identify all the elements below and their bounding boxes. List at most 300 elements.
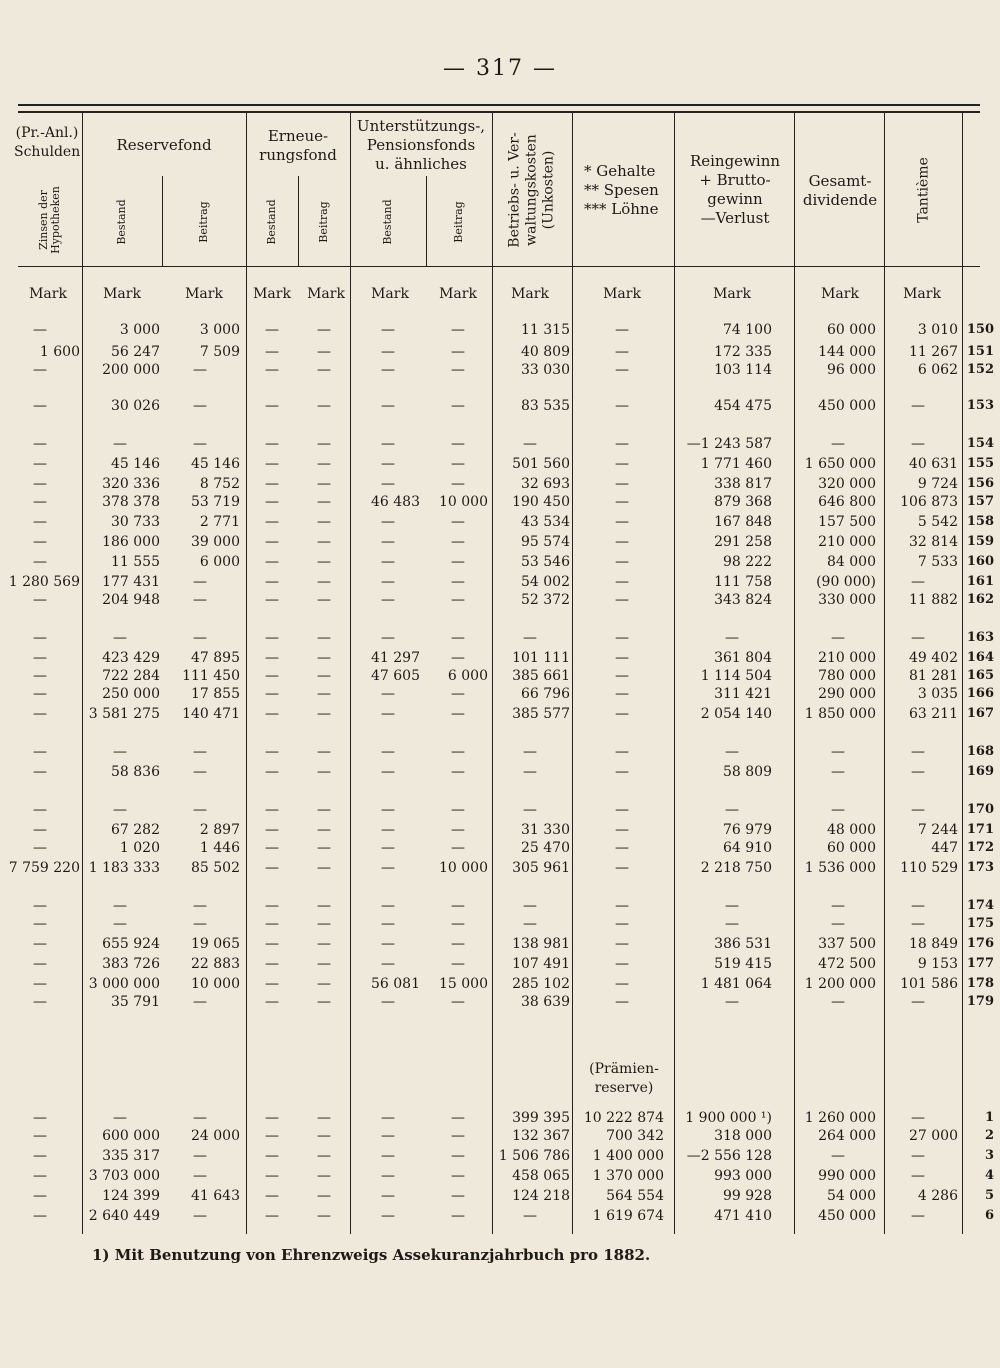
header-reingewinn: Reingewinn + Brutto- gewinn —Verlust [689, 152, 781, 227]
table-cell: — [381, 744, 395, 760]
table-cell: — [451, 650, 465, 666]
row-number: 3 [984, 1148, 994, 1163]
table-cell: — [33, 476, 47, 492]
table-cell: 60 000 [827, 840, 876, 856]
table-cell: 1 370 000 [592, 1168, 664, 1184]
table-cell: — [451, 898, 465, 914]
table-cell: — [615, 994, 629, 1010]
table-cell: — [193, 362, 207, 378]
table-cell: — [33, 514, 47, 530]
table-cell: — [911, 916, 925, 932]
table-cell: 66 796 [521, 686, 570, 702]
table-cell: 103 114 [714, 362, 772, 378]
table-cell: — [317, 1188, 331, 1204]
table-cell: — [317, 494, 331, 510]
table-cell: — [381, 554, 395, 570]
table-cell: 250 000 [102, 686, 160, 702]
table-cell: 54 002 [521, 574, 570, 590]
table-cell: 111 450 [182, 668, 240, 684]
table-cell: 1 020 [119, 840, 160, 856]
table-cell: — [265, 936, 279, 952]
table-cell: — [451, 456, 465, 472]
table-cell: 423 429 [102, 650, 160, 666]
table-cell: — [451, 936, 465, 952]
table-cell: — [265, 398, 279, 414]
unit-label: Mark [307, 286, 345, 302]
table-cell: — [911, 802, 925, 818]
table-cell: — [33, 840, 47, 856]
table-cell: — [381, 534, 395, 550]
table-cell: — [615, 534, 629, 550]
table-cell: — [451, 686, 465, 702]
table-cell: — [451, 994, 465, 1010]
table-cell: — [615, 456, 629, 472]
table-cell: — [451, 1110, 465, 1126]
table-cell: 64 910 [723, 840, 772, 856]
table-cell: — [381, 322, 395, 338]
table-cell: — [265, 956, 279, 972]
table-cell: — [451, 822, 465, 838]
table-cell: — [615, 514, 629, 530]
row-number: 171 [966, 822, 994, 837]
header-dividende: Gesamt- dividende [802, 172, 878, 209]
table-cell: — [451, 1128, 465, 1144]
table-cell: 1 114 504 [700, 668, 772, 684]
table-cell: — [615, 668, 629, 684]
table-cell: — [317, 1148, 331, 1164]
table-cell: 1 200 000 [804, 976, 876, 992]
unit-label: Mark [603, 286, 641, 302]
header-zinsen: Zinsen der Hypotheken [37, 186, 62, 254]
table-cell: — [451, 764, 465, 780]
table-cell: — [33, 744, 47, 760]
col-line [246, 112, 247, 1234]
row-number: 1 [984, 1110, 994, 1125]
table-cell: — [725, 898, 739, 914]
header-bestand: Bestand [115, 199, 128, 245]
table-cell: — [33, 592, 47, 608]
table-cell: 3 010 [917, 322, 958, 338]
table-cell: 5 542 [917, 514, 958, 530]
row-number: 169 [966, 764, 994, 779]
table-cell: — [615, 764, 629, 780]
header-betriebskosten: Betriebs- u. Ver- waltungskosten (Unkosten) [506, 132, 557, 248]
table-cell: 40 809 [521, 344, 570, 360]
table-cell: — [33, 494, 47, 510]
table-cell: — [317, 1128, 331, 1144]
row-number: 4 [984, 1168, 994, 1183]
table-cell: — [265, 898, 279, 914]
table-cell: — [451, 362, 465, 378]
table-cell: — [33, 706, 47, 722]
table-cell: — [33, 650, 47, 666]
table-cell: — [265, 534, 279, 550]
table-cell: 41 643 [191, 1188, 240, 1204]
table-cell: 7 533 [917, 554, 958, 570]
table-cell: — [831, 436, 845, 452]
table-cell: — [317, 706, 331, 722]
table-cell: — [33, 1188, 47, 1204]
table-cell: 264 000 [818, 1128, 876, 1144]
table-cell: 107 491 [512, 956, 570, 972]
table-cell: — [911, 744, 925, 760]
table-cell: 138 981 [512, 936, 570, 952]
table-cell: 99 928 [723, 1188, 772, 1204]
table-cell: 49 402 [909, 650, 958, 666]
table-cell: 3 000 [119, 322, 160, 338]
table-cell: — [317, 322, 331, 338]
table-cell: 501 560 [512, 456, 570, 472]
unit-label: Mark [29, 286, 67, 302]
table-cell: 157 500 [818, 514, 876, 530]
header-rule [18, 111, 980, 113]
table-cell: — [615, 802, 629, 818]
table-cell: 472 500 [818, 956, 876, 972]
table-cell: — [317, 436, 331, 452]
table-cell: 471 410 [714, 1208, 772, 1224]
unit-label: Mark [185, 286, 223, 302]
table-cell: — [33, 1110, 47, 1126]
table-cell: — [193, 1208, 207, 1224]
table-cell: 1 400 000 [592, 1148, 664, 1164]
table-cell: 1 600 [39, 344, 80, 360]
table-cell: — [615, 744, 629, 760]
table-cell: — [523, 764, 537, 780]
table-cell: 177 431 [102, 574, 160, 590]
table-cell: — [317, 362, 331, 378]
table-cell: 10 000 [439, 494, 488, 510]
table-cell: 458 065 [512, 1168, 570, 1184]
table-cell: 53 719 [191, 494, 240, 510]
table-cell: 186 000 [102, 534, 160, 550]
table-cell: — [381, 822, 395, 838]
table-cell: 1 536 000 [804, 860, 876, 876]
table-cell: 330 000 [818, 592, 876, 608]
table-cell: — [451, 554, 465, 570]
table-cell: 124 399 [102, 1188, 160, 1204]
table-cell: 780 000 [818, 668, 876, 684]
table-cell: — [265, 860, 279, 876]
table-cell: — [381, 1208, 395, 1224]
row-number: 163 [966, 630, 994, 645]
table-cell: —2 556 128 [686, 1148, 772, 1164]
table-cell: 106 873 [900, 494, 958, 510]
table-cell: — [451, 956, 465, 972]
table-cell: — [265, 1168, 279, 1184]
table-cell: 385 661 [512, 668, 570, 684]
table-cell: — [381, 436, 395, 452]
table-cell: 564 554 [606, 1188, 664, 1204]
table-cell: 320 336 [102, 476, 160, 492]
table-cell: — [33, 668, 47, 684]
header-beitrag: Beitrag [452, 201, 465, 243]
table-cell: 101 586 [900, 976, 958, 992]
table-cell: — [33, 764, 47, 780]
table-cell: — [381, 994, 395, 1010]
table-cell: — [317, 976, 331, 992]
table-cell: — [381, 456, 395, 472]
table-cell: 110 529 [900, 860, 958, 876]
table-cell: — [381, 860, 395, 876]
table-cell: — [265, 994, 279, 1010]
table-cell: — [317, 936, 331, 952]
table-cell: 144 000 [818, 344, 876, 360]
table-cell: — [317, 686, 331, 702]
table-cell: — [451, 476, 465, 492]
table-cell: — [113, 436, 127, 452]
table-cell: 6 062 [917, 362, 958, 378]
top-rule [18, 104, 980, 106]
table-cell: — [193, 436, 207, 452]
table-cell: 2 897 [199, 822, 240, 838]
header-gehalte: * Gehalte ** Spesen *** Löhne [584, 162, 659, 218]
table-cell: — [33, 802, 47, 818]
table-cell: 722 284 [102, 668, 160, 684]
table-cell: 98 222 [723, 554, 772, 570]
table-cell: — [615, 322, 629, 338]
table-cell: — [33, 976, 47, 992]
table-cell: — [911, 1110, 925, 1126]
table-cell: 7 509 [199, 344, 240, 360]
table-cell: — [381, 344, 395, 360]
table-cell: — [615, 706, 629, 722]
table-cell: — [911, 398, 925, 414]
row-number: 176 [966, 936, 994, 951]
table-cell: 9 724 [917, 476, 958, 492]
table-cell: 47 895 [191, 650, 240, 666]
table-cell: 11 882 [909, 592, 958, 608]
table-cell: — [265, 764, 279, 780]
col-line [674, 112, 675, 1234]
table-cell: — [725, 994, 739, 1010]
table-cell: 172 335 [714, 344, 772, 360]
table-cell: — [911, 1148, 925, 1164]
row-number: 156 [966, 476, 994, 491]
table-cell: — [265, 668, 279, 684]
table-cell: 85 502 [191, 860, 240, 876]
row-number: 155 [966, 456, 994, 471]
table-cell: — [265, 1148, 279, 1164]
row-number: 179 [966, 994, 994, 1009]
table-cell: 10 000 [439, 860, 488, 876]
unit-label: Mark [903, 286, 941, 302]
table-cell: — [381, 1128, 395, 1144]
table-cell: 35 791 [111, 994, 160, 1010]
table-cell: — [381, 916, 395, 932]
table-cell: 32 814 [909, 534, 958, 550]
table-cell: — [113, 898, 127, 914]
table-cell: 1 900 000 ¹) [685, 1110, 772, 1126]
table-cell: — [911, 1208, 925, 1224]
table-cell: — [451, 744, 465, 760]
table-cell: 81 281 [909, 668, 958, 684]
row-number: 170 [966, 802, 994, 817]
table-cell: — [33, 916, 47, 932]
table-cell: 990 000 [818, 1168, 876, 1184]
table-cell: — [193, 574, 207, 590]
table-cell: 2 640 449 [88, 1208, 160, 1224]
row-number: 151 [966, 344, 994, 359]
table-cell: 53 546 [521, 554, 570, 570]
table-cell: — [615, 362, 629, 378]
table-cell: 290 000 [818, 686, 876, 702]
table-cell: — [317, 802, 331, 818]
table-cell: — [265, 1128, 279, 1144]
table-cell: — [725, 916, 739, 932]
row-number: 178 [966, 976, 994, 991]
table-cell: 1 650 000 [804, 456, 876, 472]
col-line [962, 112, 963, 1234]
col-line [162, 176, 163, 266]
table-cell: — [33, 534, 47, 550]
table-cell: 2 054 140 [700, 706, 772, 722]
table-cell: — [451, 322, 465, 338]
table-cell: 8 752 [199, 476, 240, 492]
table-cell: 10 222 874 [583, 1110, 664, 1126]
row-number: 154 [966, 436, 994, 451]
table-cell: — [317, 822, 331, 838]
table-cell: 19 065 [191, 936, 240, 952]
table-cell: — [381, 514, 395, 530]
table-cell: — [523, 1208, 537, 1224]
table-cell: 56 247 [111, 344, 160, 360]
table-cell: — [33, 822, 47, 838]
table-cell: — [113, 1110, 127, 1126]
table-cell: 1 260 000 [804, 1110, 876, 1126]
table-cell: 11 267 [909, 344, 958, 360]
table-cell: 24 000 [191, 1128, 240, 1144]
table-cell: — [523, 744, 537, 760]
table-cell: 519 415 [714, 956, 772, 972]
unit-label: Mark [103, 286, 141, 302]
table-cell: — [381, 764, 395, 780]
table-cell: 54 000 [827, 1188, 876, 1204]
table-cell: 111 758 [714, 574, 772, 590]
table-cell: 311 421 [714, 686, 772, 702]
table-cell: — [451, 1168, 465, 1184]
table-cell: — [615, 554, 629, 570]
table-cell: — [615, 898, 629, 914]
table-cell: 4 286 [917, 1188, 958, 1204]
table-cell: — [113, 744, 127, 760]
table-cell: — [33, 456, 47, 472]
table-cell: 67 282 [111, 822, 160, 838]
table-cell: — [831, 898, 845, 914]
table-cell: 41 297 [371, 650, 420, 666]
table-cell: — [33, 956, 47, 972]
table-cell: 7 759 220 [8, 860, 80, 876]
unit-label: Mark [713, 286, 751, 302]
table-cell: — [317, 744, 331, 760]
table-cell: — [831, 630, 845, 646]
table-cell: 450 000 [818, 398, 876, 414]
table-cell: — [265, 322, 279, 338]
table-cell: — [113, 802, 127, 818]
table-cell: 1 619 674 [592, 1208, 664, 1224]
table-cell: — [317, 476, 331, 492]
table-cell: — [831, 764, 845, 780]
table-cell: 76 979 [723, 822, 772, 838]
table-cell: — [317, 1168, 331, 1184]
table-cell: 96 000 [827, 362, 876, 378]
table-cell: — [911, 630, 925, 646]
header-beitrag: Beitrag [197, 201, 210, 243]
table-cell: — [381, 686, 395, 702]
table-cell: 655 924 [102, 936, 160, 952]
table-cell: — [911, 436, 925, 452]
table-cell: — [523, 630, 537, 646]
row-number: 153 [966, 398, 994, 413]
row-number: 174 [966, 898, 994, 913]
table-cell: — [265, 976, 279, 992]
table-cell: 385 577 [512, 706, 570, 722]
table-cell: — [451, 514, 465, 530]
row-number: 159 [966, 534, 994, 549]
table-cell: — [193, 802, 207, 818]
table-cell: — [523, 916, 537, 932]
table-cell: 167 848 [714, 514, 772, 530]
table-cell: 361 804 [714, 650, 772, 666]
table-cell: — [381, 840, 395, 856]
table-cell: — [523, 436, 537, 452]
table-cell: — [193, 1168, 207, 1184]
table-cell: — [33, 898, 47, 914]
table-cell: — [265, 1188, 279, 1204]
row-number: 150 [966, 322, 994, 337]
table-cell: — [193, 630, 207, 646]
table-cell: — [265, 1208, 279, 1224]
table-cell: 1 446 [199, 840, 240, 856]
table-cell: — [523, 802, 537, 818]
header-unterstuetzung: Unterstützungs-, Pensionsfonds u. ähnliches [356, 117, 486, 173]
row-number: 160 [966, 554, 994, 569]
table-cell: 2 218 750 [700, 860, 772, 876]
table-cell: — [33, 630, 47, 646]
table-cell: — [193, 398, 207, 414]
row-number: 175 [966, 916, 994, 931]
table-cell: 318 000 [714, 1128, 772, 1144]
table-cell: — [317, 1208, 331, 1224]
table-cell: 378 378 [102, 494, 160, 510]
table-cell: — [33, 436, 47, 452]
table-cell: — [317, 344, 331, 360]
table-cell: — [381, 1188, 395, 1204]
table-cell: 101 111 [512, 650, 570, 666]
table-cell: 337 500 [818, 936, 876, 952]
table-cell: — [33, 1168, 47, 1184]
col-line [426, 176, 427, 266]
table-cell: — [911, 1168, 925, 1184]
table-cell: — [113, 630, 127, 646]
row-number: 158 [966, 514, 994, 529]
table-cell: — [265, 630, 279, 646]
table-cell: — [381, 706, 395, 722]
table-cell: 11 315 [521, 322, 570, 338]
table-cell: — [831, 802, 845, 818]
table-cell: — [451, 592, 465, 608]
table-cell: 6 000 [447, 668, 488, 684]
row-number: 172 [966, 840, 994, 855]
table-cell: — [317, 840, 331, 856]
table-cell: — [265, 686, 279, 702]
table-cell: — [265, 436, 279, 452]
table-cell: 11 555 [111, 554, 160, 570]
row-number: 165 [966, 668, 994, 683]
table-cell: — [33, 398, 47, 414]
unit-label: Mark [253, 286, 291, 302]
table-cell: — [265, 822, 279, 838]
table-cell: 83 535 [521, 398, 570, 414]
